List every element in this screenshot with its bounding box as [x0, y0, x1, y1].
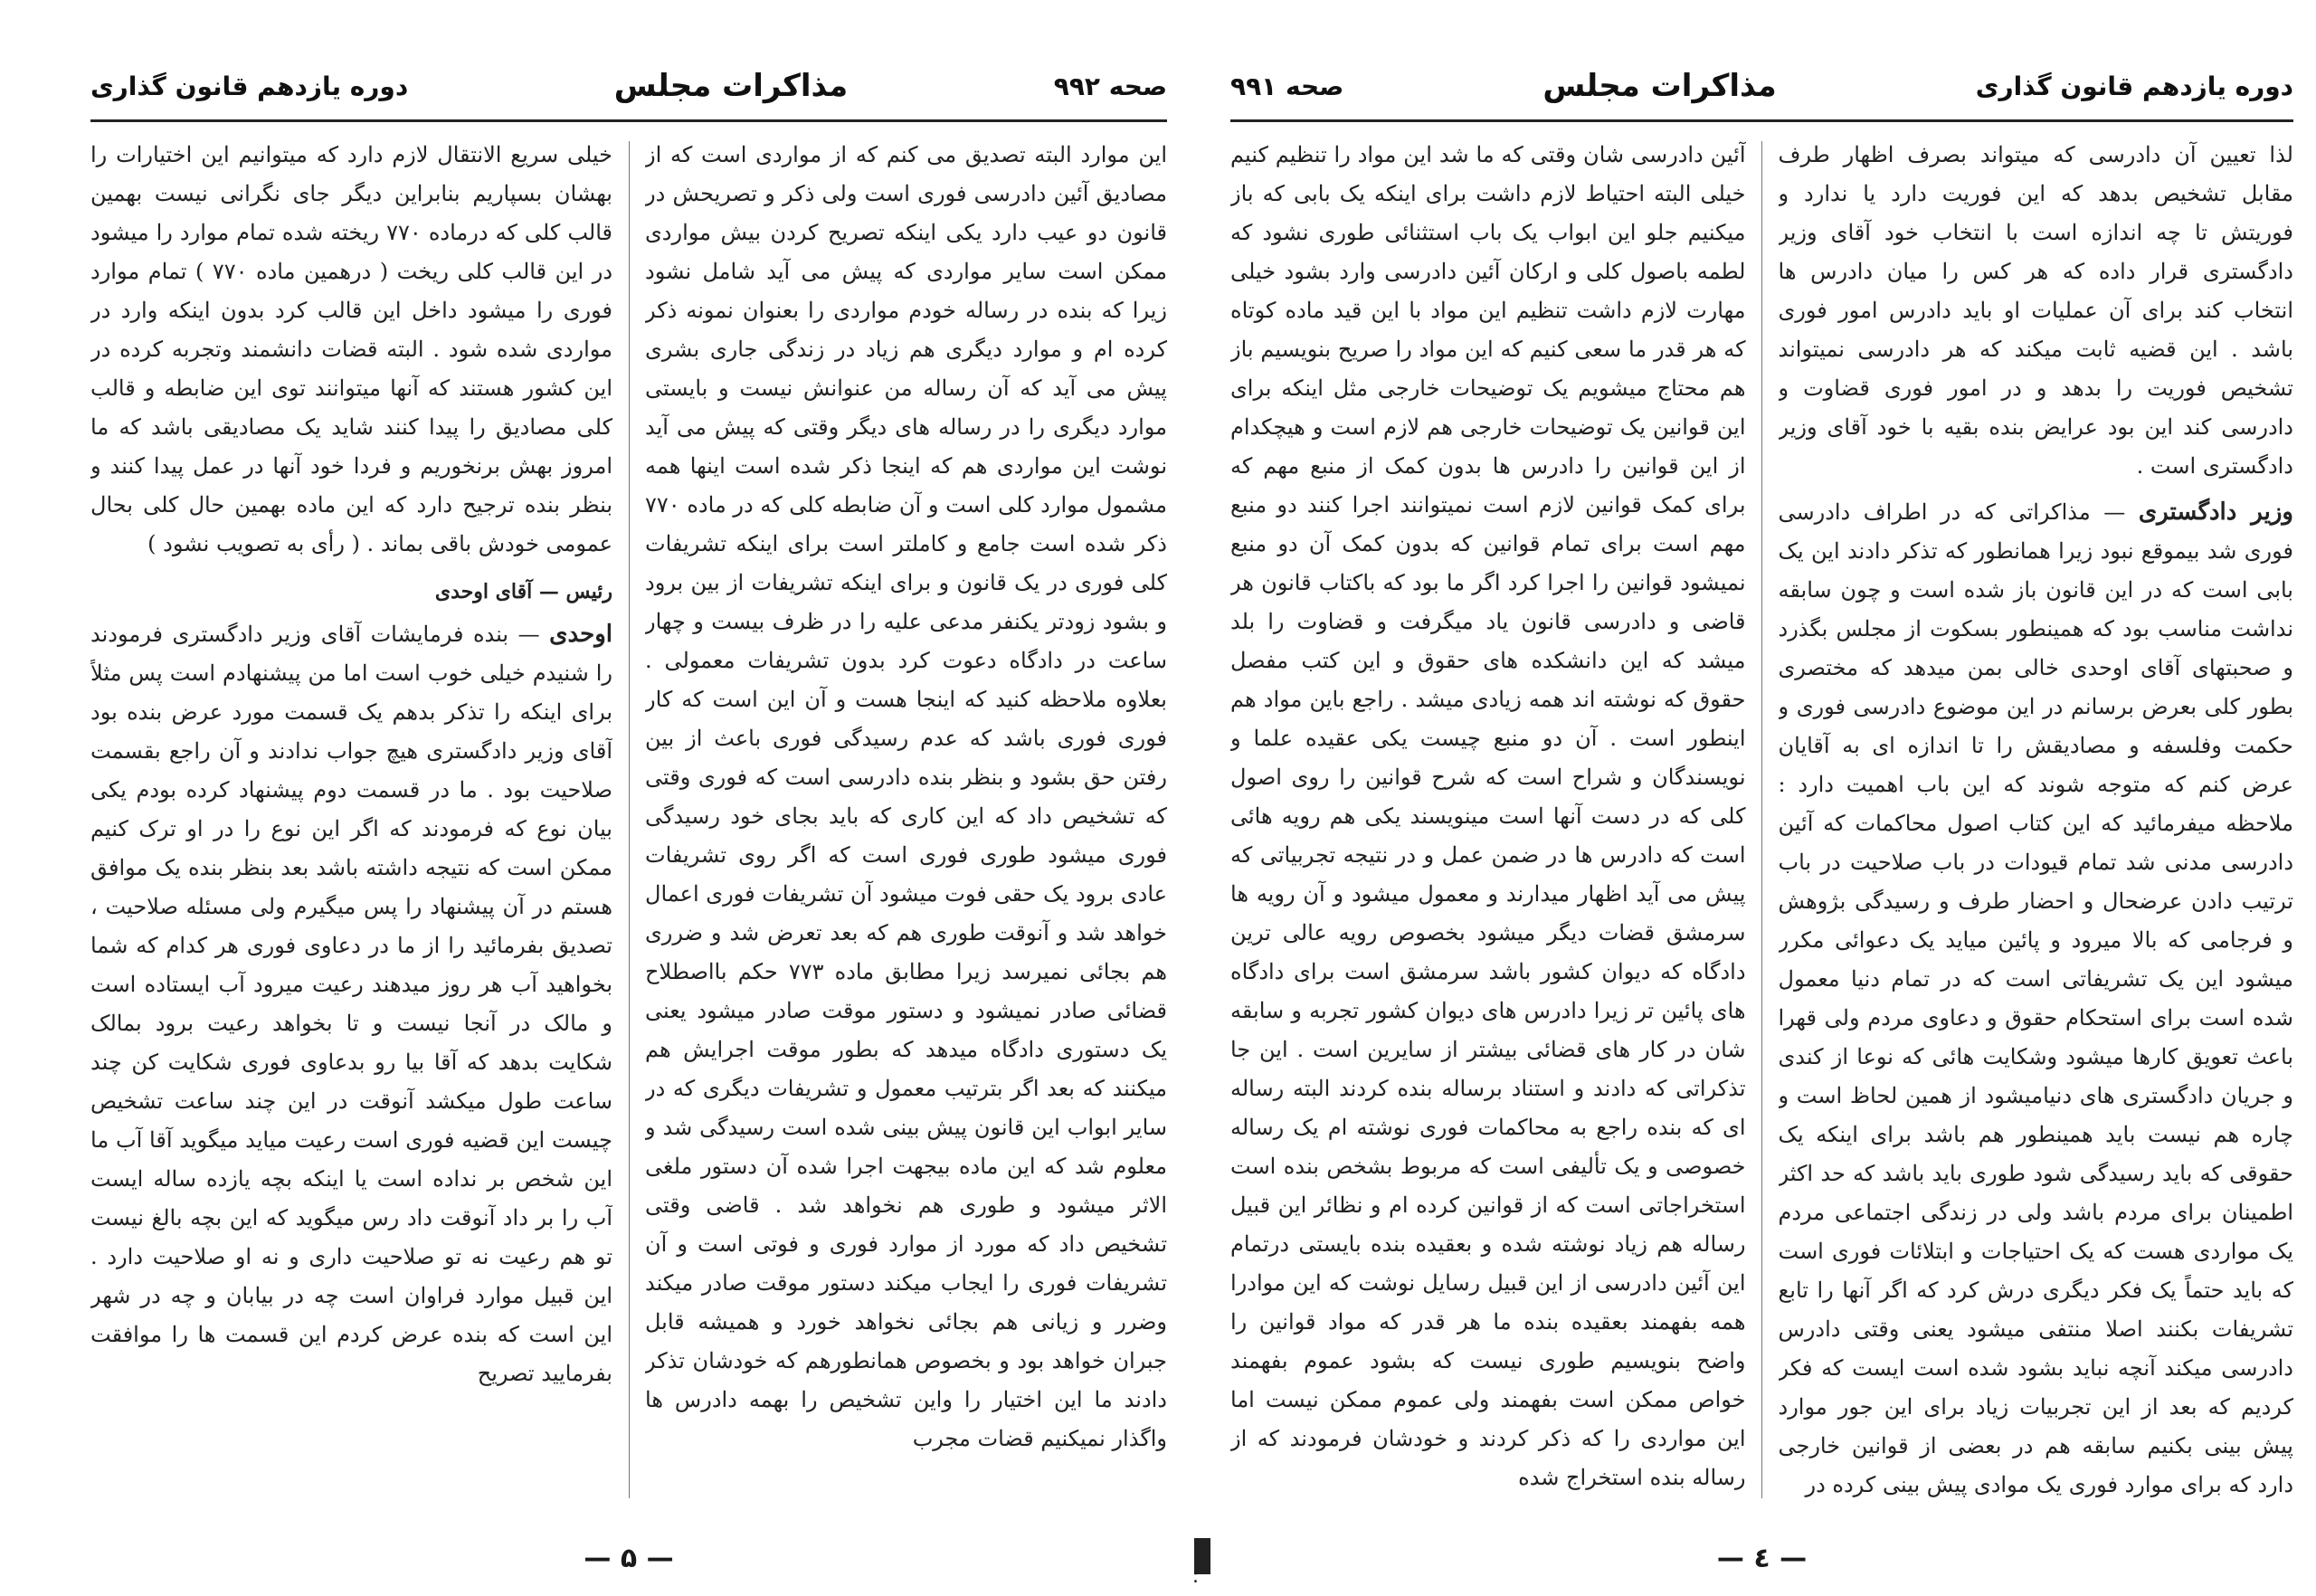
series-title: دوره یازدهم قانون گذاری [90, 71, 409, 101]
header-rule [90, 119, 1167, 122]
page-title: مذاکرات مجلس [1542, 68, 1777, 104]
page-title: مذاکرات مجلس [613, 68, 849, 104]
speaker-name: اوحدی [549, 621, 612, 648]
text-columns [90, 136, 1167, 1502]
page-992 [90, 36, 1167, 1574]
speech-paragraph [1779, 493, 2294, 1502]
page-number: صحه ۹۹۲ [1053, 71, 1167, 101]
column-1 [645, 136, 1167, 1502]
page-991 [1230, 36, 2293, 1574]
page-number: صحه ۹۹۱ [1230, 71, 1344, 101]
chair-line: رئیس — آقای اوحدی [434, 580, 612, 603]
page-footer: — ۵ — [584, 1543, 674, 1574]
series-title: دوره یازدهم قانون گذاری [1975, 71, 2293, 101]
page-header [90, 54, 1167, 118]
gutter-mark: ؛ [1192, 1565, 1199, 1588]
column-2 [90, 136, 612, 1502]
page-footer: — ٤ — [1716, 1543, 1808, 1574]
speaker-name: وزیر دادگستری [2138, 499, 2293, 526]
page-header [1230, 54, 2293, 118]
speech-text: — مذاکراتی که در اطراف دادرسی فوری شد بیموقع نبود زیرا همانطور که تذکر دادند این یک بابی است که در این قانون باز شده است و چون سابقه نداشت مناسب بود که همینطور بسکوت از مجلس بگذرد و صحبتهای آقای اوحدی خالی بمن میدهد که مختصری بطور کلی بعرض برسانم در این موضوع دادرسی فوری و حکمت وفلسفه و مصادیقش را تا اندازه ای به آقایان عرض کنم که متوجه شوند که این باب اهمیت دارد : ملاحظه میفرمائید که این کتاب اصول محاکمات که آئین دادرسی مدنی شد تمام قیودات در باب صلاحیت در باب ترتیب دادن عرضحال و احضار طرف و رسیدگی بژوهش و فرجامی که بالا میرود و پائین میاید یک دعوائی مکرر میشود این یک تشریفاتی است که در تمام دنیا معمول شده است برای استحکام حقوق و دعاوی مردم ولی قهرا باعث تعویق کارها میشود وشکایت هائی که نوعا از کندی و جریان دادگستری های دنیامیشود از همین لحاظ است و چاره هم نیست باید همینطور هم باشد برای اینکه یک حقوقی که باید رسیدگی شود طوری باید باشد که حد اکثر اطمینان برای مردم باشد ولی در زندگی اجتماعی مردم یک مواردی هست که یک احتیاجات و ابتلائات فوری است که باید حتماً یک فکر دیگری درش کرد که اگر آنها را تابع تشریفات بکنند اصلا منتفی میشود یعنی وقتی دادرس دادرسی میکند آنچه نباید بشود شده است ایست که فکر کردیم که بعد از این تجربیات زیاد برای این جور موارد پیش بینی بکنیم سابقه هم در بعضی از قوانین خارجی دارد که برای موارد فوری یک موادی پیش بینی کرده در [1778, 499, 2293, 1497]
column-1 [1779, 136, 2294, 1502]
speech-text: — بنده فرمایشات آقای وزیر دادگستری فرمودند را شنیدم خیلی خوب است اما من پیشنهادم است پس مثلاً برای اینکه را تذکر بدهم یک قسمت مورد عرض بنده بود آقای وزیر دادگستری هیچ جواب ندادند و آن راجع بقسمت صلاحیت بود . ما در قسمت دوم پیشنهاد کرده بودم یکی بیان نوع که فرمودند که اگر این نوع را در او ترک کنیم ممکن است که نتیجه داشته باشد بعد بنظر بنده یک موافق هستم در آن پیشنهاد را پس میگیرم ولی مسئله صلاحیت ، تصدیق بفرمائید را از ما در دعاوی فوری هر کدام که شما بخواهید آب هر روز میدهند رعیت میرود آب ایستاده است و مالک در آنجا نیست و تا بخواهد رعیت برود بمالک شکایت بدهد که آقا بیا رو بدعاوی فوری شکایت کن چند ساعت طول میکشد آنوقت در این چند ساعت تشخیص چیست این قضیه فوری است رعیت میاید میگوید آقا آب ما این شخص بر نداده است یا اینکه بچه یازده ساله ایست آب را بر داد آنوقت داد رس میگوید که این بچه بالغ نیست تو هم رعیت نه تو صلاحیت داری و نه او صلاحیت دارد . این قبیل موارد فراوان است چه در بیابان و چه در شهر این است که بنده عرض کردم این قسمت ها را موافقت بفرمایید تصریح [90, 622, 612, 1386]
speech-paragraph [90, 615, 612, 1393]
header-rule [1230, 119, 2293, 122]
paragraph: خیلی سریع الانتقال لازم دارد که میتوانیم این اختیارات را بهشان بسپاریم بنابراین دیگر جای نگرانی نیست بهمین قالب کلی که درماده ۷۷۰ ریخته شده تمام موارد را میشود در این قالب کلی ریخت ( درهمین ماده ۷۷۰ ) تمام موارد فوری را میشود داخل این قالب کرد بدون اینکه وارد در مواردی شده شود . البته قضات دانشمند وتجربه کرده در این کشور هستند که آنها میتوانند توی این ضابطه و قالب کلی مصادیق را پیدا کنند شاید یک مصادیقی باشد که ما امروز بهش برنخوریم و فردا خود آنها در عمل پیدا کنند و بنظر بنده ترجیح دارد که این ماده بهمین حال کلی بحال عمومی خودش باقی بماند . ( رأی به تصویب نشود ) [90, 142, 612, 556]
paragraph: آئین دادرسی شان وقتی که ما شد این مواد را تنظیم کنیم خیلی البته احتیاط لازم داشت برای اینکه یک بابی که باز میکنیم جلو این ابواب یک باب استثنائی طوری نشود که لطمه باصول کلی و ارکان آئین دادرسی وارد بشود خیلی مهارت لازم داشت تنظیم این مواد با این قید ماده کوتاه که هر قدر ما سعی کنیم که این مواد را صریح بنویسیم باز هم محتاج میشویم یک توضیحات خارجی مثل اینکه برای این قوانین یک توضیحات خارجی هم لازم است و هیچکدام از این قوانین را دادرس ها بدون کمک از منبع مهم که برای کمک قوانین لازم است نمیتوانند اجرا کنند دو منبع مهم است برای تمام قوانین که بدون کمک آن دو منبع نمیشود قوانین را اجرا کرد اگر ما بود که باکتاب قانون هر قاضی و دادرسی قانون یاد میگرفت و قضاوت را بلد میشد که این دانشکده های حقوق و این کتب مفصل حقوق که نوشته اند همه زیادی میشد . راجع باین مواد هم اینطور است . آن دو منبع چیست یکی عقیده علما و نویسندگان و شراح است که شرح قوانین را روی اصول کلی که در دست آنها است مینویسند یکی هم رویه هائی است که دادرس ها در ضمن عمل و در نتیجه تجربیاتی که پیش می آید اظهار میدارند و معمول میشود و آن رویه ها سرمشق قضات دیگر میشود بخصوص رویه عالی ترین دادگاه که دیوان کشور باشد سرمشق است برای دادگاه های پائین تر زیرا دادرس های دیوان کشور تجربه و سابقه شان در کار های قضائی بیشتر از سایرین است . این جا تذکراتی که دادند و استناد برساله بنده کردند البته رساله ای که بنده راجع به محاکمات فوری نوشته ام یک رساله خصوصی و یک تألیفی است که مربوط بشخص بنده است استخراجاتی است که از قوانین کرده ام و نظائر این قبیل رساله هم زیاد نوشته شده و بعقیده بنده بایستی درتمام این آئین دادرسی از این قبیل رسایل نوشت که این موادرا همه بفهمند بعقیده بنده ما هر قدر که مواد قوانین را واضح بنویسیم طوری نیست که بشود عموم بفهمند خواص ممکن است بفهمند ولی عموم ممکن نیست اما این مواردی را که ذکر کردند و خودشان فرمودند که از رساله بنده استخراج شده [1230, 142, 1746, 1490]
paragraph: این موارد البته تصدیق می کنم که از مواردی است که از مصادیق آئین دادرسی فوری است ولی ذکر و تصریحش در قانون دو عیب دارد یکی اینکه تصریح کردن بیش مواردی ممکن است سایر مواردی که پیش می آید شامل نشود زیرا که بنده در رساله خودم مواردی را بعنوان نمونه ذکر کرده ام و موارد دیگری هم زیاد در زندگی جاری بشری پیش می آید که آن رساله من عنوانش نیست و بایستی موارد دیگری را در رساله های دیگر وقتی که پیش می آید نوشت این مواردی هم که اینجا ذکر شده است اینها همه مشمول موارد کلی است و آن ضابطه کلی که در ماده ۷۷۰ ذکر شده است جامع و کاملتر است برای اینکه تشریفات کلی فوری در یک قانون و برای اینکه تشریفات از بین برود و بشود زودتر یکنفر مدعی علیه را در ظرف بیست و چهار ساعت در دادگاه دعوت کرد بدون تشریفات معمولی . بعلاوه ملاحظه کنید که اینجا هست و آن این است که کار فوری فوری باشد که عدم رسیدگی فوری باعث از بین رفتن حق بشود و بنظر بنده دادرسی است که فوری وقتی که تشخیص داد که این کاری که باید بجای خود رسیدگی فوری میشود طوری فوری است که اگر روی تشریفات عادی برود یک حقی فوت میشود آن تشریفات فوری اعمال خواهد شد و آنوقت طوری هم که بعد تعرض شد و ضرری هم بجائی نمیرسد زیرا مطابق ماده ۷۷۳ حکم بااصطلاح قضائی صادر نمیشود و دستور موقت صادر میشود یعنی یک دستوری دادگاه میدهد که بطور موقت اجرایش هم میکنند که بعد اگر بترتیب معمول و تشریفات دیگری که در سایر ابواب این قانون پیش بینی شده است رسیدگی شد و معلوم شد که این ماده بیجهت اجرا شده آن دستور ملغی الاثر میشود و طوری هم نخواهد شد . قاضی وقتی تشخیص داد که مورد از موارد فوری و فوتی است و آن تشریفات فوری را ایجاب میکند دستور موقت صادر میکند وضرر و زیانی هم بجائی نخواهد خورد و همیشه قابل جبران خواهد بود و بخصوص همانطورهم که خودشان تذکر دادند ما این اختیار را واین تشخیص را بهمه دادرس ها واگذار نمیکنیم قضات مجرب [645, 142, 1167, 1451]
text-columns [1230, 136, 2293, 1502]
column-2 [1230, 136, 1746, 1502]
paragraph: لذا تعیین آن دادرسی که میتواند بصرف اظهار طرف مقابل تشخیص بدهد که این فوریت دارد یا ندارد و فوریتش تا چه اندازه است با انتخاب خود آقای وزیر دادگستری قرار داده که هر کس را میان دادرس ها انتخاب کند برای آن عملیات او باید دادرس امور فوری باشد . این قضیه ثابت میکند که هر دادرسی نمیتواند تشخیص فوریت را بدهد و در امور فوری قضاوت و دادرسی کند این بود عرایض بنده بقیه با خود آقای وزیر دادگستری است . [1778, 142, 2293, 479]
